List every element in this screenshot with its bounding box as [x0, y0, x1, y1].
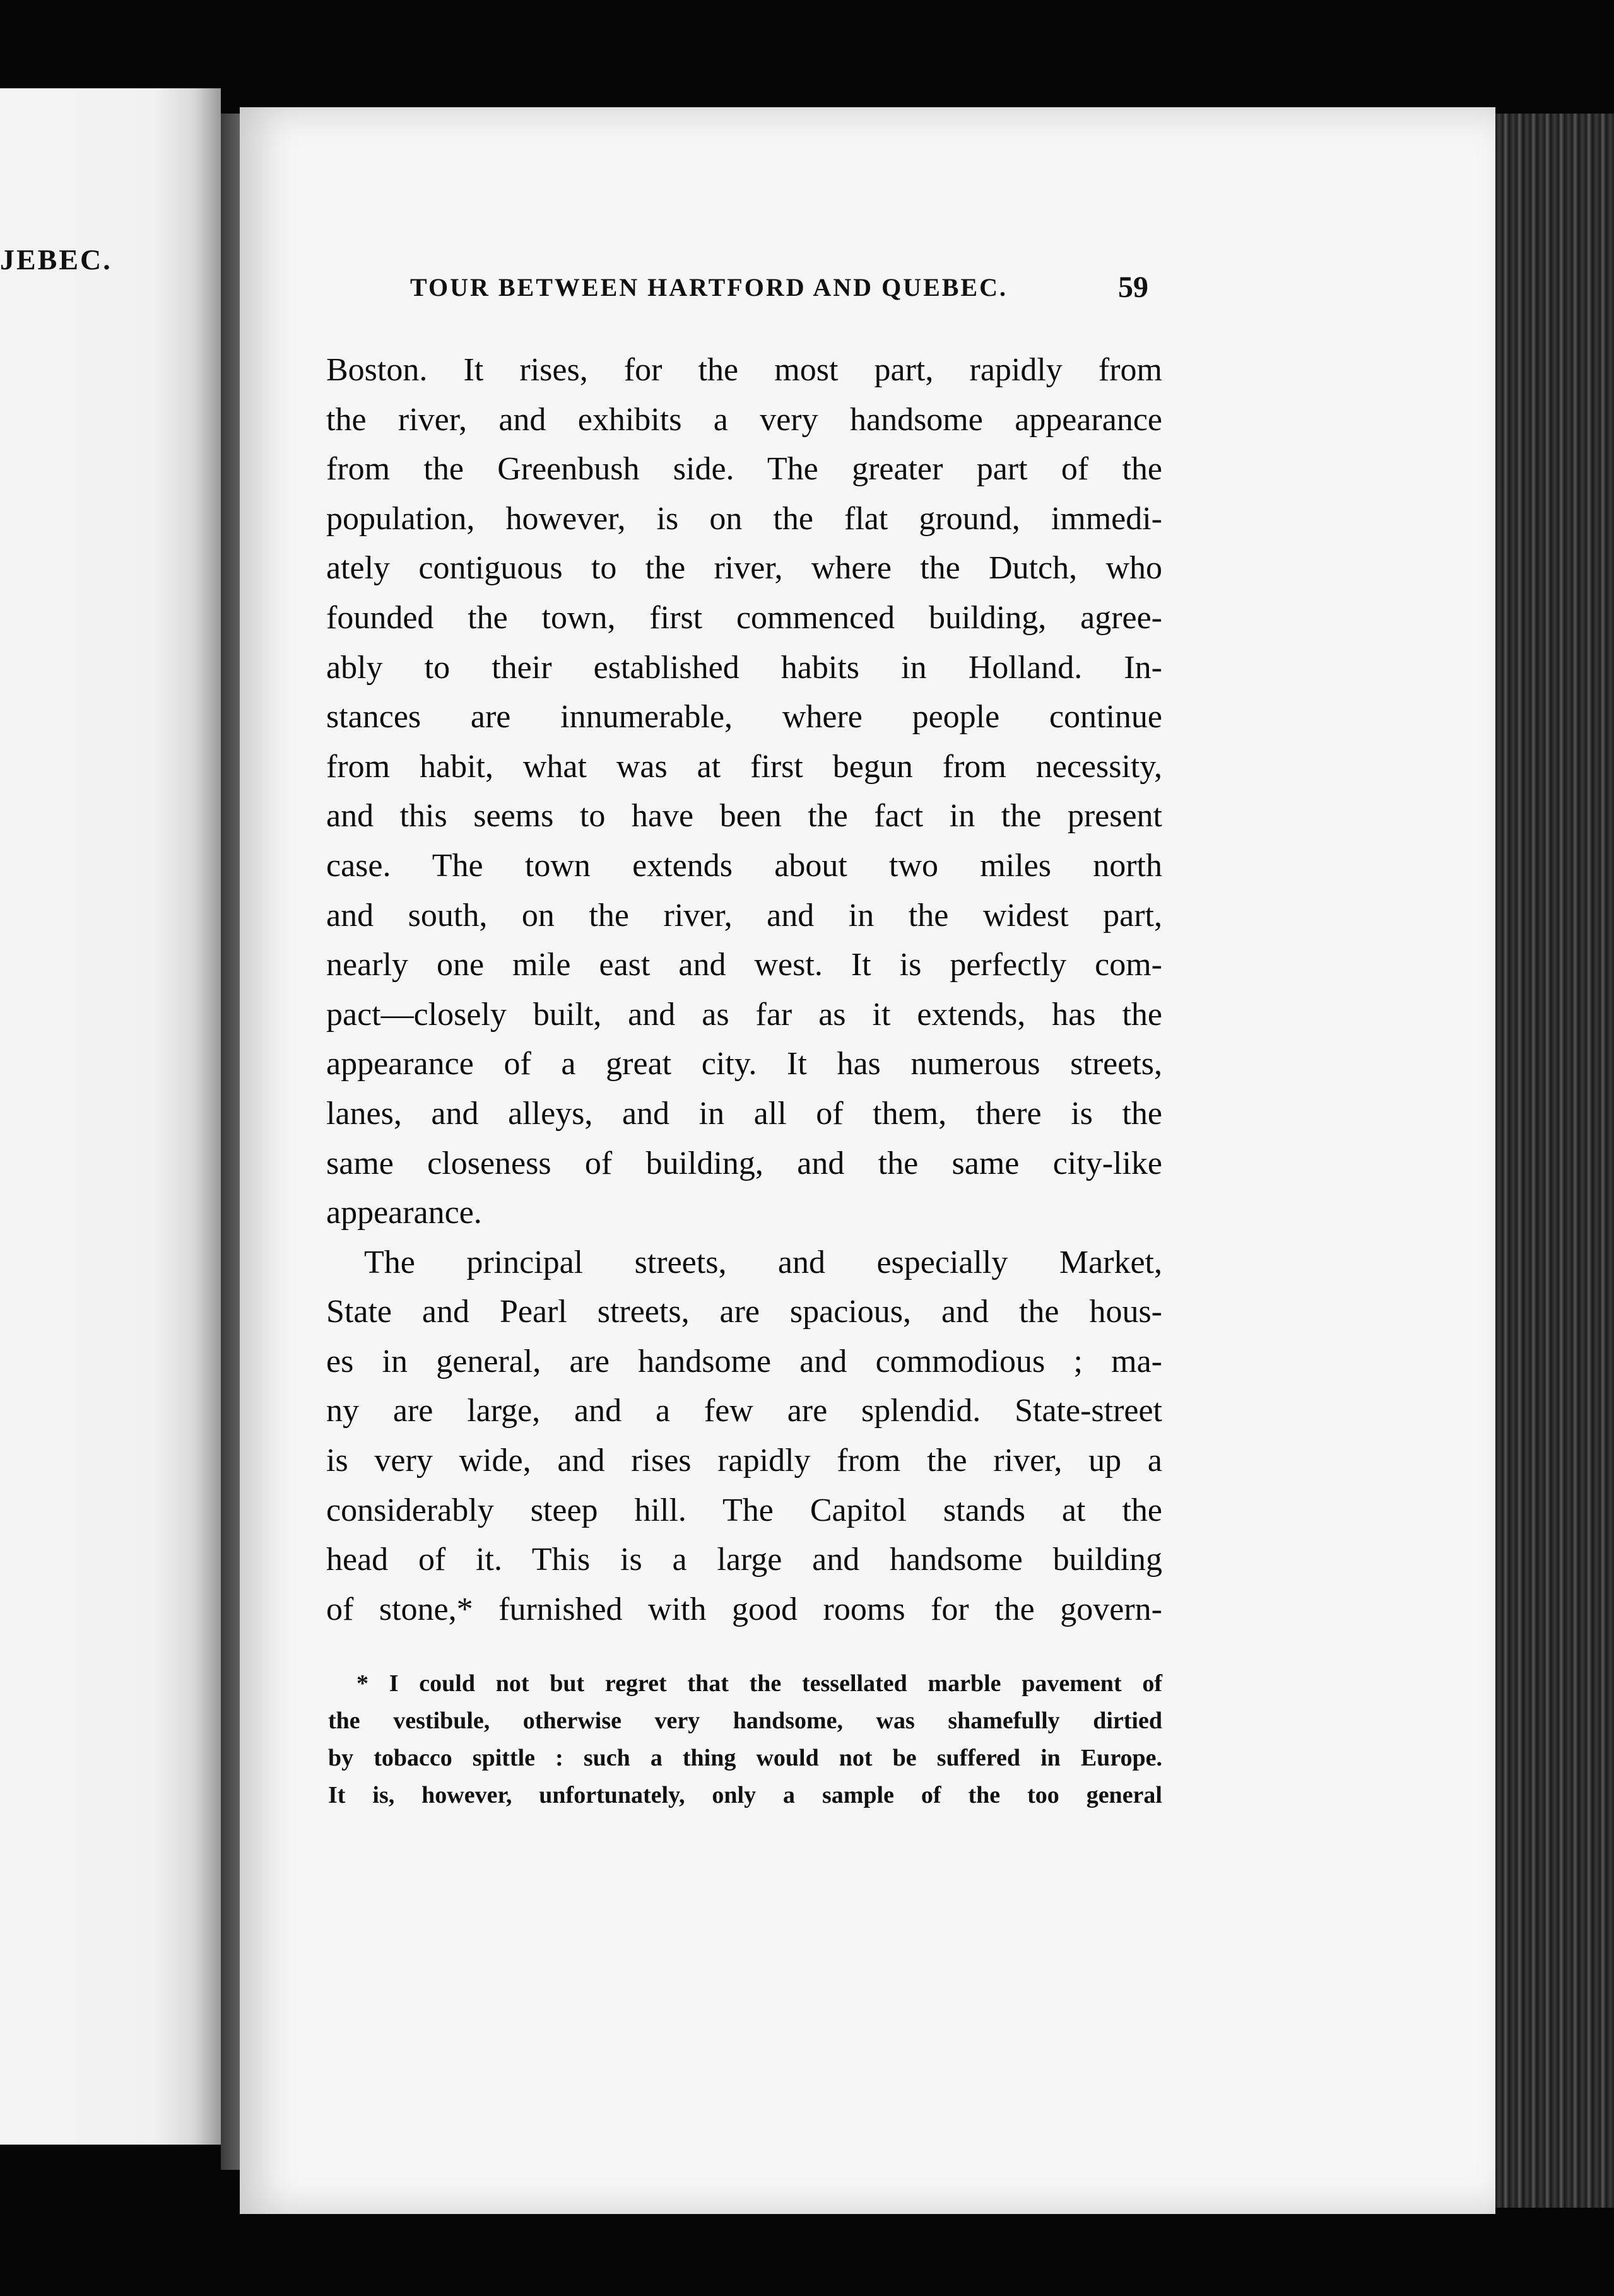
footnote-line: by tobacco spittle : such a thing would not be suffered in Europe.: [328, 1745, 1162, 1771]
body-line: considerably steep hill. The Capitol stands at the: [326, 1492, 1162, 1528]
running-head: TOUR BETWEEN HARTFORD AND QUEBEC.: [410, 273, 1008, 302]
body-line: ably to their established habits in Holland. In-: [326, 649, 1162, 686]
left-page-running-head: JEBEC.: [0, 243, 112, 276]
footnote-line: * I could not but regret that the tessellated marble pavement of: [356, 1670, 1162, 1697]
body-line: head of it. This is a large and handsome building: [326, 1542, 1162, 1578]
body-line: The principal streets, and especially Market,: [364, 1244, 1162, 1280]
body-line: of stone,* furnished with good rooms for the govern-: [326, 1591, 1162, 1627]
body-line: nearly one mile east and west. It is perfectly com-: [326, 947, 1162, 983]
body-line: is very wide, and rises rapidly from the river, up a: [326, 1443, 1162, 1479]
body-line: ately contiguous to the river, where the Dutch, who: [326, 550, 1162, 587]
page-edges: [1495, 114, 1614, 2208]
body-line: founded the town, first commenced building, agree-: [326, 599, 1162, 636]
body-line: ny are large, and a few are splendid. State-street: [326, 1393, 1162, 1429]
footnote-line: It is, however, unfortunately, only a sample of the too general: [328, 1782, 1162, 1808]
footnote-line: the vestibule, otherwise very handsome, was shamefully dirtied: [328, 1707, 1162, 1734]
body-line: from habit, what was at first begun from necessity,: [326, 748, 1162, 785]
body-line: and this seems to have been the fact in the present: [326, 798, 1162, 835]
left-page: [0, 88, 221, 2145]
body-line: lanes, and alleys, and in all of them, there is the: [326, 1095, 1162, 1132]
body-text: [326, 346, 1162, 1634]
body-line: from the Greenbush side. The greater part of the: [326, 451, 1162, 488]
body-line: the river, and exhibits a very handsome appearance: [326, 401, 1162, 438]
body-line: Boston. It rises, for the most part, rapidly from: [326, 352, 1162, 388]
body-line: es in general, are handsome and commodious ; ma-: [326, 1343, 1162, 1379]
body-line: State and Pearl streets, are spacious, and the hous-: [326, 1294, 1162, 1330]
body-line: case. The town extends about two miles north: [326, 847, 1162, 884]
body-line: stances are innumerable, where people continue: [326, 699, 1162, 735]
body-line: same closeness of building, and the same city-like: [326, 1145, 1162, 1181]
body-line: pact—closely built, and as far as it extends, has the: [326, 996, 1162, 1033]
footnote: [328, 1665, 1162, 1814]
page-number: 59: [1118, 271, 1148, 304]
body-line: and south, on the river, and in the widest part,: [326, 897, 1162, 934]
body-line: appearance.: [326, 1195, 482, 1231]
body-line: population, however, is on the flat ground, immedi-: [326, 500, 1162, 537]
body-line: appearance of a great city. It has numerous streets,: [326, 1046, 1162, 1082]
